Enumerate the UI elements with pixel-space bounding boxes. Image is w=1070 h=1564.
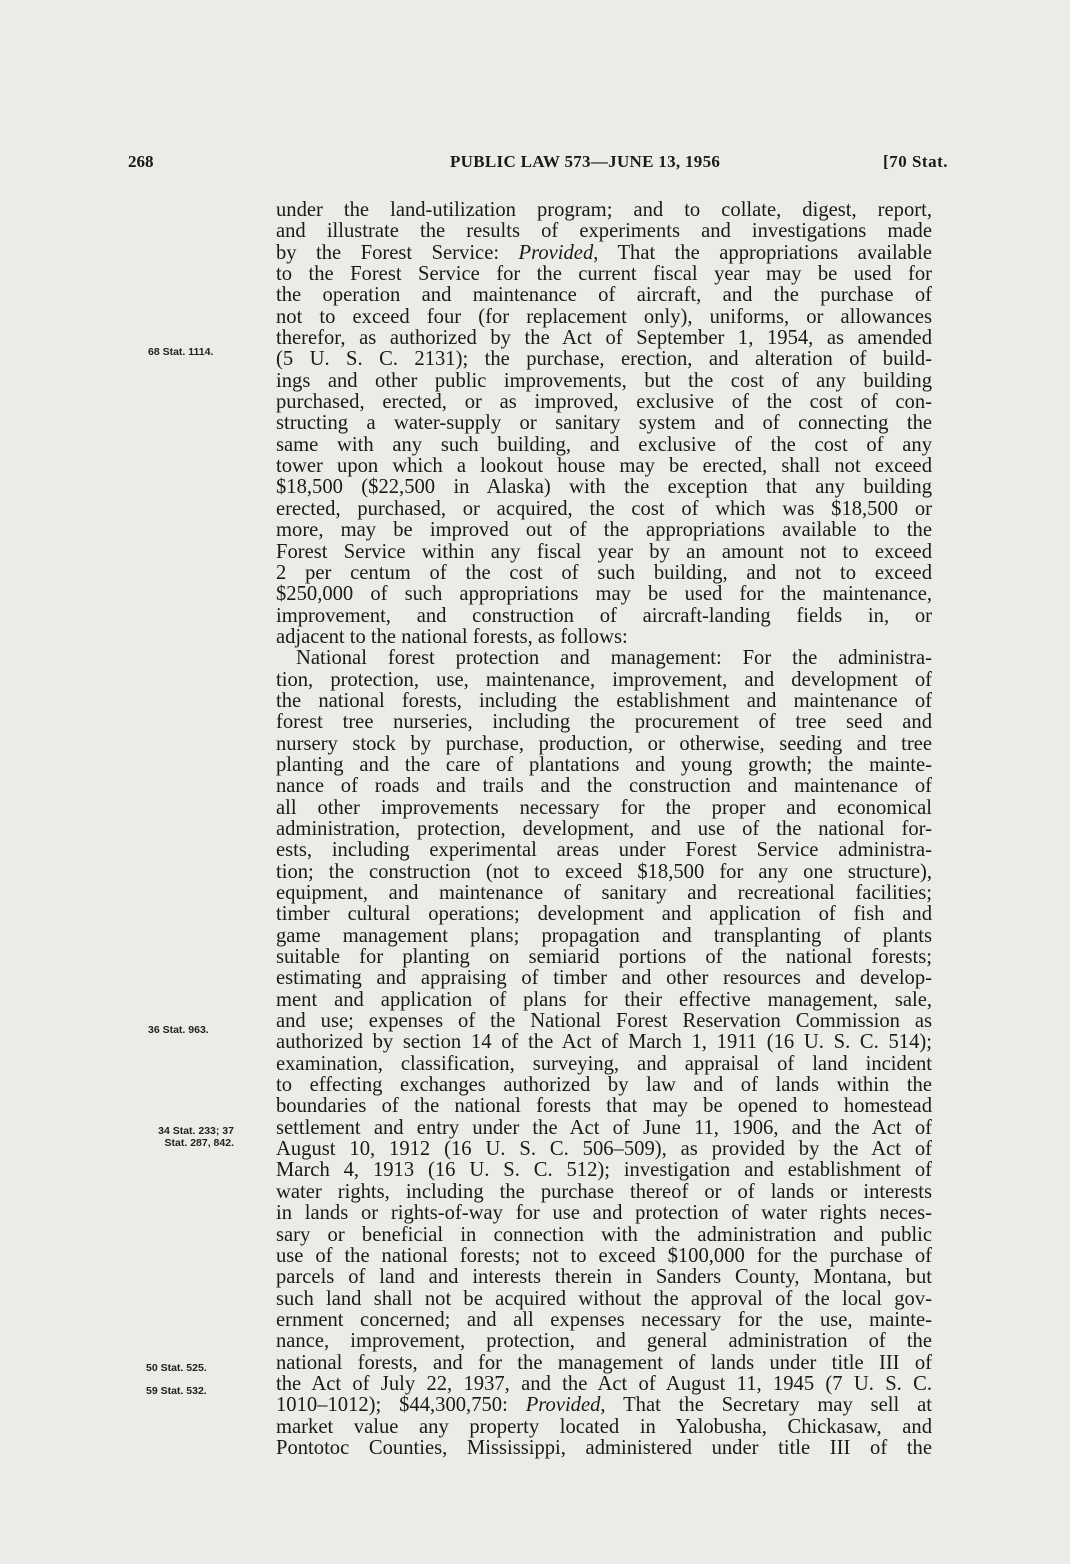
text-line: erected, purchased, or acquired, the cost of which was $18,500 or [276, 497, 932, 520]
text-line: adjacent to the national forests, as follows: [276, 625, 628, 648]
text-line: Forest Service within any fiscal year by an amount not to exceed [276, 540, 932, 563]
text-line: sary or beneficial in connection with the administration and public [276, 1223, 932, 1246]
text-line: national forests, and for the management of lands under title III of [276, 1351, 932, 1374]
text-line: nance of roads and trails and the construction and maintenance of [276, 775, 932, 798]
margin-note: 36 Stat. 963. [148, 1024, 209, 1036]
text-line: to effecting exchanges authorized by law and of lands within the [276, 1074, 932, 1097]
italic-term: Provided [518, 241, 594, 264]
text-line: nursery stock by purchase, production, or otherwise, seeding and tree [276, 732, 932, 755]
text-line: the national forests, including the establishment and maintenance of [276, 689, 932, 712]
text-line: planting and the care of plantations and young growth; the mainte- [276, 753, 932, 776]
text-line: same with any such building, and exclusive of the cost of any [276, 433, 932, 456]
text-line: under the land-utilization program; and to collate, digest, report, [276, 199, 932, 221]
text-line: ests, including experimental areas under Forest Service administra- [276, 839, 932, 862]
text-line: Pontotoc Counties, Mississippi, administered under title III of the [276, 1436, 932, 1459]
text-line: in lands or rights-of-way for use and protection of water rights neces- [276, 1202, 932, 1225]
text-line: examination, classification, surveying, and appraisal of land incident [276, 1052, 932, 1075]
margin-note-line: 34 Stat. 233; 37 [158, 1125, 234, 1137]
margin-note: 59 Stat. 532. [146, 1385, 207, 1397]
text-line: settlement and entry under the Act of June 11, 1906, and the Act of [276, 1116, 932, 1139]
text-line: the operation and maintenance of aircraft, and the purchase of [276, 284, 932, 307]
body-text [276, 200, 932, 1459]
text-line: more, may be improved out of the appropriations available to the [276, 519, 932, 542]
text-line: forest tree nurseries, including the procurement of tree seed and [276, 711, 932, 734]
text-line: structing a water-supply or sanitary system and of connecting the [276, 412, 932, 435]
text-line: administration, protection, development, and use of the national for- [276, 817, 932, 840]
text-line: the Act of July 22, 1937, and the Act of August 11, 1945 (7 U. S. C. [276, 1372, 932, 1395]
text-line: National forest protection and management: For the administra- [296, 647, 932, 670]
text-line: water rights, including the purchase thereof or of lands or interests [276, 1180, 932, 1203]
text-line: use of the national forests; not to exceed $100,000 for the purchase of [276, 1244, 932, 1267]
text-line: game management plans; propagation and transplanting of plants [276, 924, 932, 947]
margin-note: 50 Stat. 525. [146, 1362, 207, 1374]
text-line: to the Forest Service for the current fiscal year may be used for [276, 263, 932, 286]
text-line: $250,000 of such appropriations may be used for the maintenance, [276, 583, 932, 606]
text-line: ings and other public improvements, but the cost of any building [276, 369, 932, 392]
text-line: all other improvements necessary for the proper and economical [276, 796, 932, 819]
text-line: and use; expenses of the National Forest Reservation Commission as [276, 1010, 932, 1033]
text-line: 2 per centum of the cost of such building, and not to exceed [276, 561, 932, 584]
text-line: by the Forest Service: Provided, That the appropriations available [276, 241, 932, 264]
text-line: nance, improvement, protection, and general administration of the [276, 1330, 932, 1353]
text-line: not to exceed four (for replacement only), uniforms, or allowances [276, 305, 932, 328]
text-line: March 4, 1913 (16 U. S. C. 512); investigation and establishment of [276, 1159, 932, 1182]
text-line: tion; the construction (not to exceed $18,500 for any one structure), [276, 860, 932, 883]
text-line: boundaries of the national forests that may be opened to homestead [276, 1095, 932, 1118]
text-line: equipment, and maintenance of sanitary and recreational facilities; [276, 882, 932, 904]
text-line: and illustrate the results of experiments and investigations made [276, 220, 932, 243]
italic-term: Provided [525, 1394, 601, 1417]
text-line: estimating and appraising of timber and other resources and develop- [276, 967, 932, 990]
text-line: (5 U. S. C. 2131); the purchase, erection, and alteration of build- [276, 348, 932, 371]
text-line: purchased, erected, or as improved, exclusive of the cost of con- [276, 391, 932, 414]
margin-note: 68 Stat. 1114. [148, 346, 214, 358]
volume-reference: [70 Stat. [883, 152, 948, 171]
margin-note [128, 1125, 234, 1149]
text-line: ment and application of plans for their effective management, sale, [276, 988, 932, 1011]
text-line: timber cultural operations; development and application of fish and [276, 903, 932, 926]
text-line: tion, protection, use, maintenance, improvement, and development of [276, 668, 932, 691]
text-line: 1010–1012); $44,300,750: Provided, That the Secretary may sell at [276, 1394, 932, 1417]
margin-note-line: Stat. 287, 842. [164, 1137, 234, 1149]
text-line: $18,500 ($22,500 in Alaska) with the exception that any building [276, 476, 932, 499]
text-line: improvement, and construction of aircraft-landing fields in, or [276, 604, 932, 627]
page-number: 268 [128, 152, 154, 171]
page-header [128, 152, 948, 180]
text-line: such land shall not be acquired without the approval of the local gov- [276, 1287, 932, 1310]
text-line: tower upon which a lookout house may be erected, shall not exceed [276, 455, 932, 478]
text-line: August 10, 1912 (16 U. S. C. 506–509), as provided by the Act of [276, 1138, 932, 1161]
text-line: market value any property located in Yalobusha, Chickasaw, and [276, 1415, 932, 1438]
running-title: PUBLIC LAW 573—JUNE 13, 1956 [450, 152, 721, 171]
text-line: ernment concerned; and all expenses necessary for the use, mainte- [276, 1308, 932, 1331]
text-line: authorized by section 14 of the Act of March 1, 1911 (16 U. S. C. 514); [276, 1031, 932, 1054]
text-line: parcels of land and interests therein in Sanders County, Montana, but [276, 1266, 932, 1289]
text-line: therefor, as authorized by the Act of September 1, 1954, as amended [276, 327, 932, 350]
text-line: suitable for planting on semiarid portions of the national forests; [276, 946, 932, 969]
